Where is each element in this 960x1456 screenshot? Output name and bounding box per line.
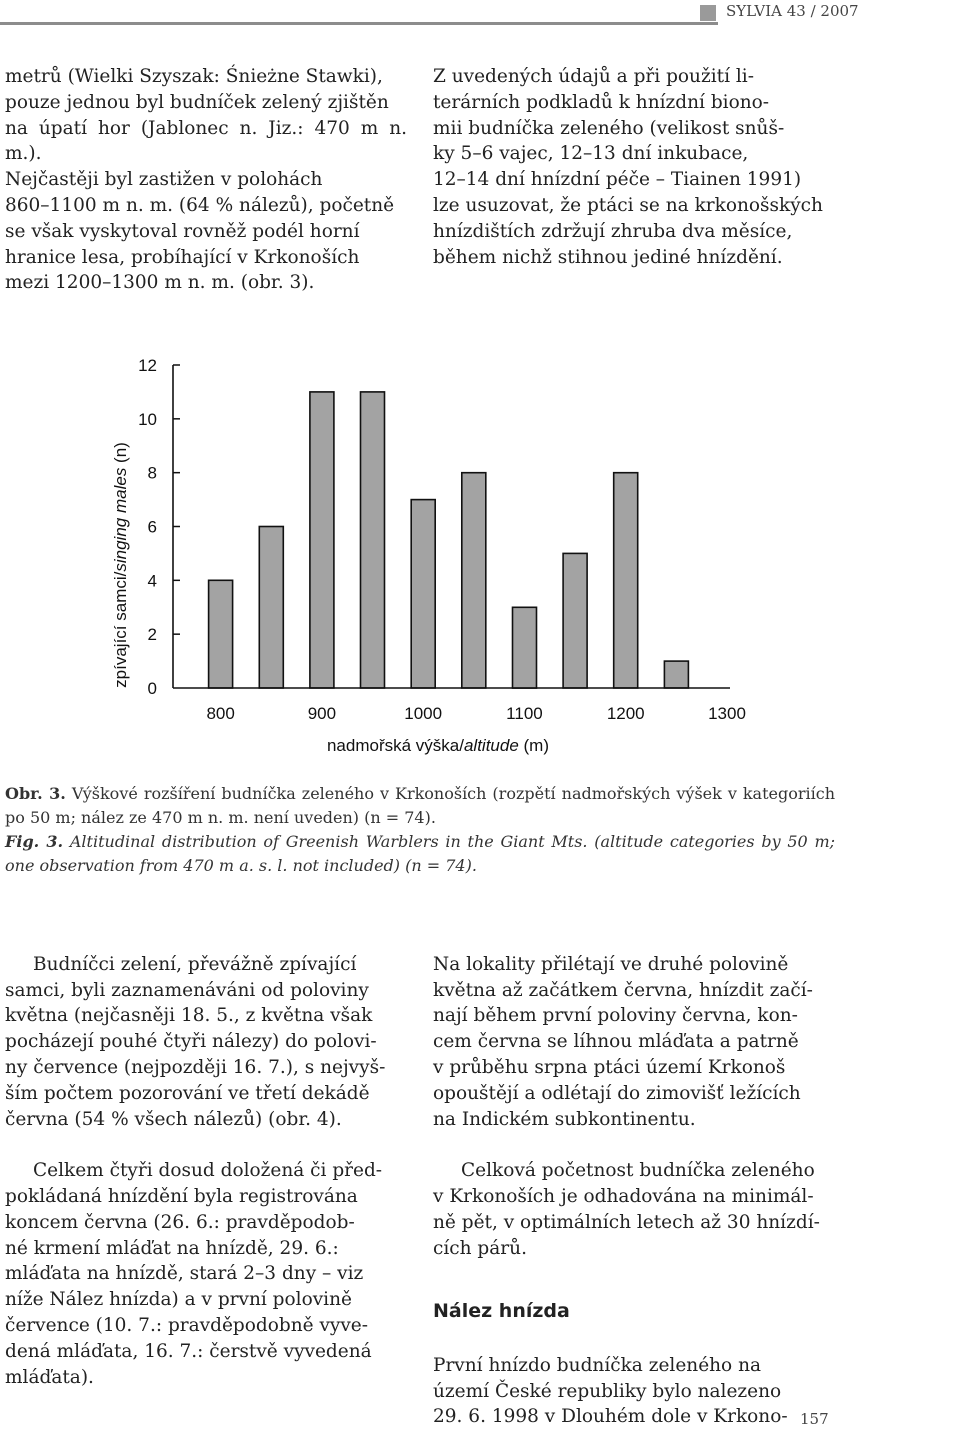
bar-1200: [614, 473, 638, 688]
journal-header: SYLVIA 43 / 2007: [726, 2, 859, 20]
paragraph: Na lokality přilétají ve druhé polovině května až začátkem června, hnízdit začí- nají během první poloviny června, kon- cem června se líhnou mláďata a patrně v průběhu srpna ptáci území Krkonoš opouštějí a odlétají do zimovišť ležících na Indickém subkontinentu.: [433, 953, 813, 1130]
section-heading: Nález hnízda: [433, 1300, 570, 1323]
caption-english: [5, 830, 835, 878]
paragraph: První hnízdo budníčka zeleného na území České republiky bylo nalezeno 29. 6. 1998 v Dlouhém dole v Krkono-: [433, 1354, 788, 1428]
y-tick-label-0: 0: [147, 679, 157, 698]
y-label-czech: zpívající samci/: [111, 571, 130, 688]
x-tick-label-1100: 1100: [506, 704, 543, 723]
header-rule: [0, 22, 718, 25]
altitude-bar-chart: [100, 345, 750, 760]
y-label-english: singing males: [111, 467, 130, 572]
chart-x-axis-label: [327, 736, 549, 755]
x-label-czech: nadmořská výška/: [326, 736, 464, 755]
caption-czech-text: Výškové rozšíření budníčka zeleného v Krkonoších (rozpětí nadmořských výšek v kategoriích po 50 m; nález ze 470 m n. m. není uveden) (n = 74).: [5, 784, 835, 827]
paragraph: Celkem čtyři dosud doložená či před- pokládaná hnízdění byla registrována koncem června (26. 6.: pravděpodob- né krmení mláďat na hnízdě, 29. 6.: mláďata na hnízdě, stará 2–3 dny – viz níže Nález hnízda) a v první polovině července (10. 7.: pravděpodobně vyve- dená mláďata, 16. 7.: čerstvě vyvedená mláďata).: [5, 1160, 383, 1388]
x-tick-label-1000: 1000: [404, 704, 443, 723]
x-tick-label-800: 800: [206, 704, 235, 723]
x-tick-label-1300: 1300: [708, 704, 746, 723]
header-square-marker: [700, 5, 716, 21]
bar-1050: [462, 473, 486, 688]
figure-caption: [5, 782, 835, 878]
text-column-left-top: metrů (Wielki Szyszak: Śnieżne Stawki), pouze jednou byl budníček zelený zjištěn na úpatí hor (Jablonec n. Jiz.: 470 m n. m.). Nejčastěji byl zastižen v polohách 860–1100 m n. m. (64 % nálezů), početně se však vyskytoval rovněž podél horní hranice lesa, probíhající v Krkonoších mezi 1200–1300 m n. m. (obr. 3).: [5, 66, 407, 294]
bar-850: [259, 527, 283, 689]
x-tick-label-900: 900: [307, 704, 337, 723]
bar-900: [310, 392, 334, 688]
y-tick-label-6: 6: [147, 517, 157, 537]
caption-czech: [5, 782, 835, 830]
paragraph: Budníčci zelení, převážně zpívající samci, byli zaznamenáváni od poloviny května (nejčasněji 18. 5., z května však pocházejí pouhé čtyři nálezy) do polovi- ny července (nejpozději 16. 7.), s nejvyš- ším počtem pozorování ve třetí dekádě června (54 % všech nálezů) (obr. 4).: [5, 953, 386, 1130]
bar-950: [361, 392, 385, 688]
chart-y-axis-label: [111, 442, 130, 688]
text-column-left-bottom: [5, 926, 405, 1416]
x-label-unit: (m): [518, 736, 550, 755]
x-tick-label-1200: 1200: [606, 704, 645, 723]
plot-area: [138, 356, 746, 723]
bar-1150: [563, 553, 587, 688]
bar-1000: [411, 500, 435, 688]
caption-english-label: Fig. 3.: [5, 832, 64, 851]
y-tick-label-8: 8: [147, 463, 157, 483]
text-column-right-top: Z uvedených údajů a při použití li- terárních podkladů k hnízdní biono- mii budníčka zeleného (velikost snůš- ky 5–6 vajec, 12–13 dní inkubace, 12–14 dní hnízdní péče – Tiainen 1991) lze usuzovat, že ptáci se na krkonošských hnízdištích zdržují zhruba dva měsíce, během nichž stihnou jediné hnízdění.: [433, 66, 823, 268]
page-number: 157: [800, 1410, 829, 1428]
text-column-right-bottom: [433, 926, 833, 1456]
y-tick-label-12: 12: [138, 356, 157, 375]
y-label-unit: (n): [111, 442, 130, 468]
y-tick-label-10: 10: [138, 409, 157, 429]
caption-czech-label: Obr. 3.: [5, 784, 66, 803]
y-tick-label-4: 4: [147, 571, 157, 591]
bar-1100: [513, 607, 537, 688]
bar-800: [209, 580, 233, 688]
paragraph: Celková početnost budníčka zeleného v Krkonoších je odhadována na minimál- ně pět, v optimálních letech až 30 hnízdí- cích párů.: [433, 1160, 820, 1259]
x-label-english: altitude: [463, 736, 519, 755]
bar-1250: [664, 661, 688, 688]
y-tick-label-2: 2: [147, 625, 157, 645]
caption-english-text: Altitudinal distribution of Greenish Warblers in the Giant Mts. (altitude categories by 50 m; one observation from 470 m a. s. l. not included) (n = 74).: [5, 832, 836, 875]
